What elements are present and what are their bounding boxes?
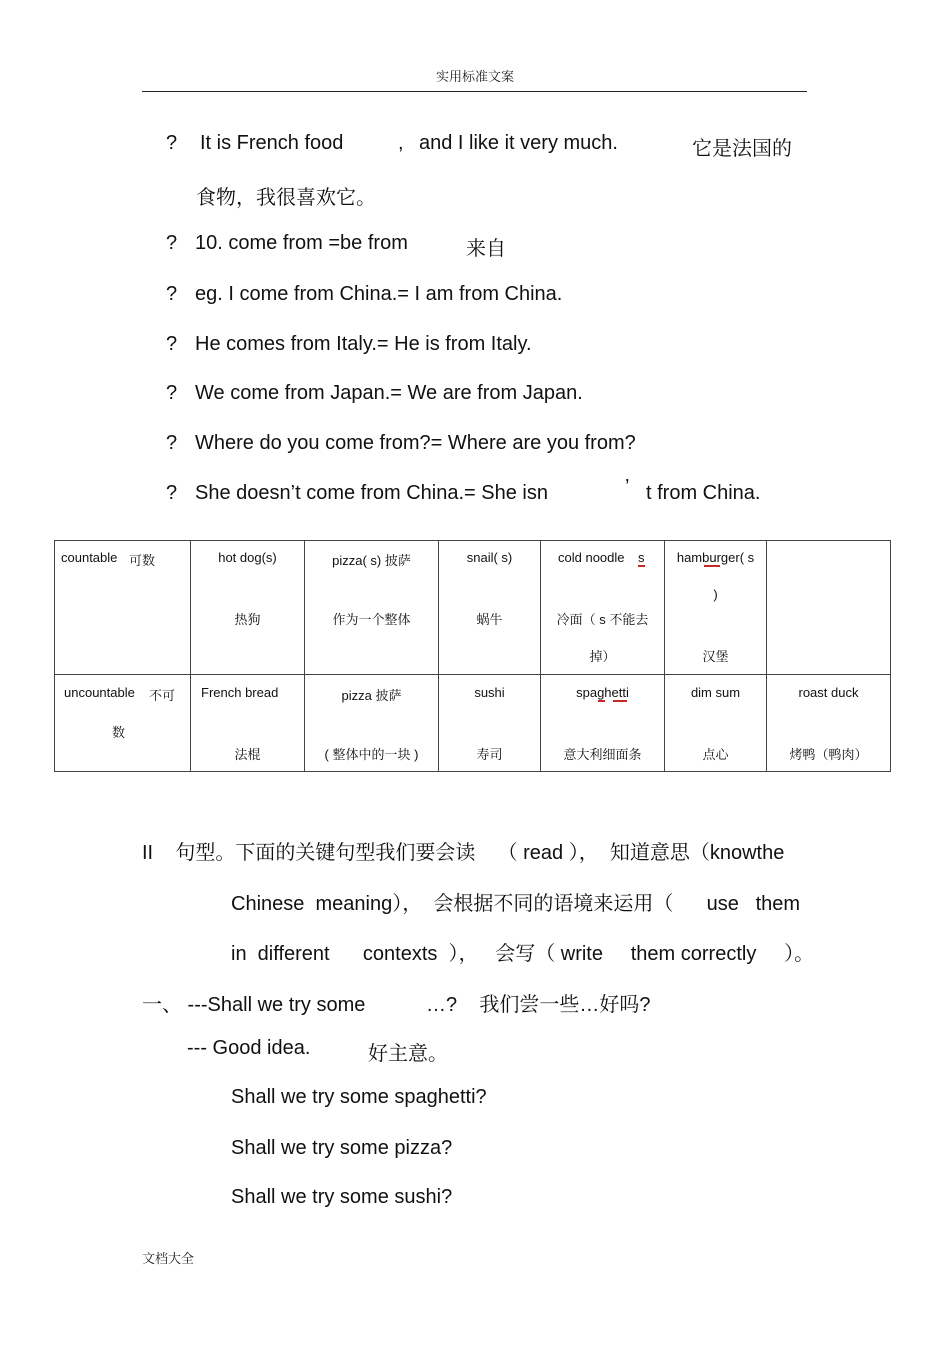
spell-underline xyxy=(704,565,720,567)
table-cell xyxy=(55,541,191,675)
line-text: She doesn’t come from China.= She isn xyxy=(195,482,548,504)
cell-zh: 点心 xyxy=(702,747,729,762)
cell-zh: 冷面（ s 不能去 xyxy=(556,612,649,627)
table-cell xyxy=(191,541,305,675)
line-text-zh: 食物，我很喜欢它。 xyxy=(196,187,376,209)
table-cell xyxy=(55,675,191,772)
table-cell xyxy=(191,675,305,772)
cell-en: pizza( s) 披萨 xyxy=(332,553,411,568)
header-rule xyxy=(142,91,807,92)
line-text: and I like it very much. xyxy=(419,132,618,154)
bullet-marker: ? xyxy=(166,333,178,355)
line-text-zh: 它是法国的 xyxy=(692,138,792,160)
example-sentence: Shall we try some spaghetti? xyxy=(231,1086,487,1108)
cell-label: 可数 xyxy=(129,553,156,568)
cell-en: hamburger( s xyxy=(676,550,755,565)
line-text: We come from Japan.= We are from Japan. xyxy=(195,382,583,404)
page-footer: 文档大全 xyxy=(142,1251,195,1266)
cell-en: dim sum xyxy=(690,685,741,700)
line-text: ’ xyxy=(625,476,630,498)
cell-label: 数 xyxy=(112,725,126,740)
cell-en-suffix: s xyxy=(638,550,645,565)
cell-en: French bread xyxy=(201,685,279,700)
cell-zh: 作为一个整体 xyxy=(332,612,411,627)
table-cell xyxy=(541,541,665,675)
bullet-marker: ? xyxy=(166,482,178,504)
bullet-marker: ? xyxy=(166,132,178,154)
line-text: , xyxy=(398,132,404,154)
table-cell xyxy=(439,675,541,772)
example-sentence: Shall we try some pizza? xyxy=(231,1137,453,1159)
cell-zh: 掉） xyxy=(589,649,616,664)
cell-en: snail( s) xyxy=(466,550,513,565)
line-text: He comes from Italy.= He is from Italy. xyxy=(195,333,532,355)
cell-en: cold noodle xyxy=(558,550,625,565)
cell-label: countable xyxy=(61,550,118,565)
pattern-answer-zh: 好主意。 xyxy=(368,1043,448,1065)
cell-zh: 法棍 xyxy=(234,747,261,762)
page-header: 实用标准文案 xyxy=(435,69,514,84)
cell-en: sushi xyxy=(474,685,505,700)
table-cell xyxy=(439,541,541,675)
cell-en: spaghetti xyxy=(576,685,629,700)
cell-zh: 寿司 xyxy=(476,747,503,762)
line-text-zh: 来自 xyxy=(466,238,506,260)
pattern-question-zh: …? 我们尝一些…好吗? xyxy=(426,994,651,1016)
pattern-question: 一、 ---Shall we try some xyxy=(142,994,366,1016)
table-cell xyxy=(305,541,439,675)
bullet-marker: ? xyxy=(166,232,178,254)
pattern-answer: --- Good idea. xyxy=(187,1037,311,1059)
bullet-marker: ? xyxy=(166,283,178,305)
table-cell xyxy=(767,541,891,675)
table-cell xyxy=(665,541,767,675)
bullet-marker: ? xyxy=(166,382,178,404)
line-text: eg. I come from China.= I am from China. xyxy=(195,283,563,305)
table-cell xyxy=(767,675,891,772)
table-cell xyxy=(541,675,665,772)
line-text: t from China. xyxy=(646,482,761,504)
table-cell xyxy=(665,675,767,772)
table-row xyxy=(55,675,891,772)
cell-zh: ( 整体中的一块 ) xyxy=(324,747,419,762)
cell-zh: 汉堡 xyxy=(702,649,729,664)
vocab-table xyxy=(54,540,891,772)
section-heading: II 句型。下面的关键句型我们要会读 （ read ）， 知道意思（knowthe xyxy=(142,842,785,864)
line-text: It is French food xyxy=(200,132,344,154)
cell-en: ) xyxy=(713,587,718,602)
line-text: Where do you come from?= Where are you from? xyxy=(195,432,636,454)
cell-en: pizza 披萨 xyxy=(341,688,402,703)
cell-label: uncountable xyxy=(64,685,135,700)
section-text: Chinese meaning）， 会根据不同的语境来运用（ use them xyxy=(231,893,801,915)
table-cell xyxy=(305,675,439,772)
cell-zh: 烤鸭（鸭肉） xyxy=(789,747,868,762)
section-text: in different contexts ）， 会写（ write them correctly ）。 xyxy=(231,943,815,965)
table-row xyxy=(55,541,891,675)
cell-zh: 意大利细面条 xyxy=(563,747,642,762)
cell-en: hot dog(s) xyxy=(218,550,277,565)
line-text: 10. come from =be from xyxy=(195,232,408,254)
cell-zh: 蜗牛 xyxy=(476,612,503,627)
cell-zh: 热狗 xyxy=(234,612,261,627)
example-sentence: Shall we try some sushi? xyxy=(231,1186,453,1208)
cell-en: roast duck xyxy=(798,685,859,700)
cell-label: 不可 xyxy=(149,688,176,703)
bullet-marker: ? xyxy=(166,432,178,454)
spell-underline xyxy=(613,700,627,702)
spell-underline xyxy=(598,700,605,702)
